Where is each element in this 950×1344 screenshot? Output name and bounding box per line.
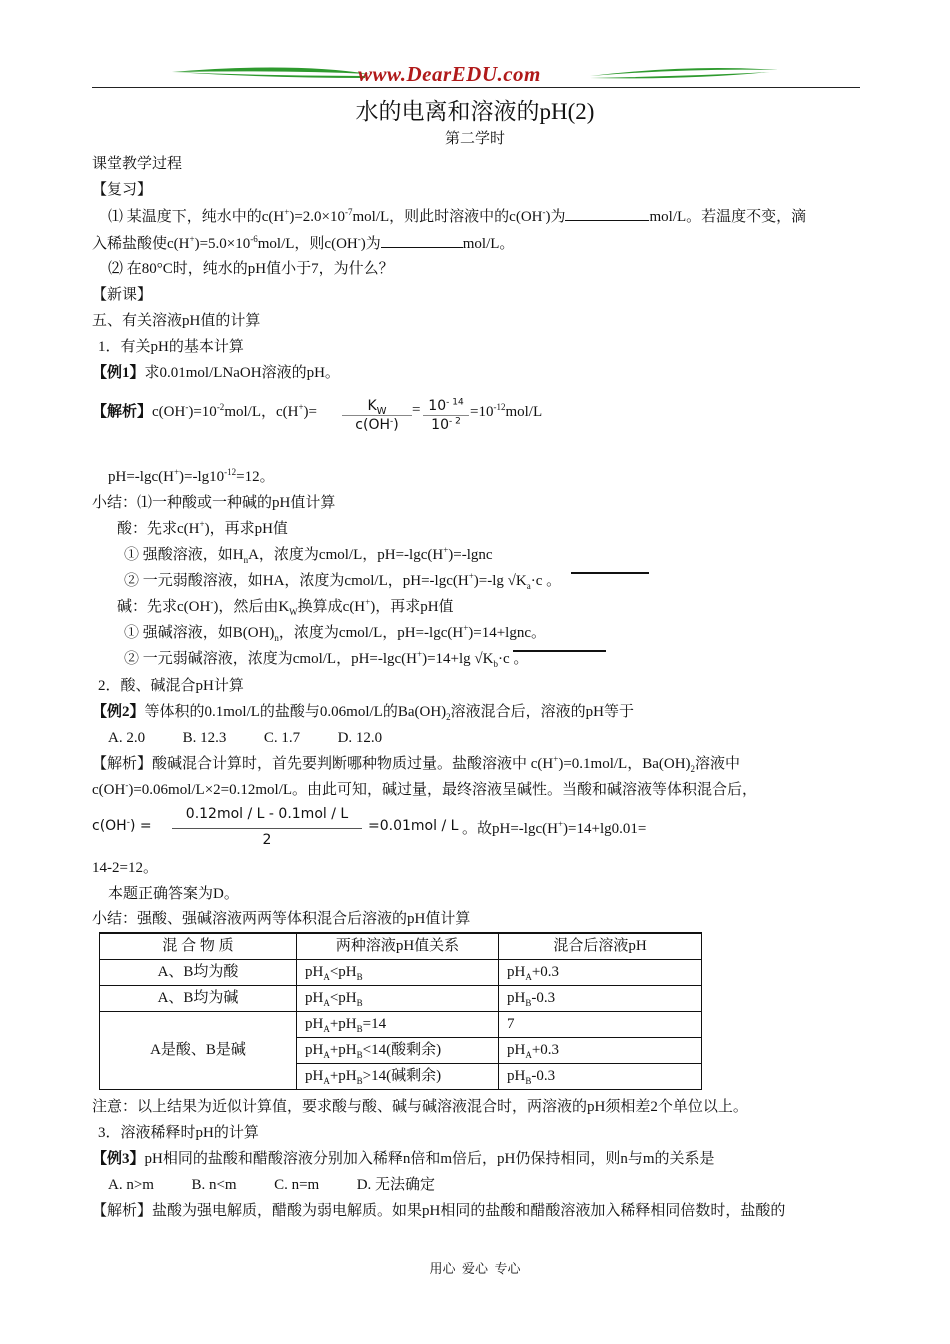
subsection-heading: 3．溶液稀释时pH的计算	[98, 1125, 259, 1141]
page-footer: 用心 爱心 专心	[429, 1261, 521, 1276]
kw-fraction: $K_W$ c(OH-)	[342, 398, 412, 433]
table-cell: A、B均为碱	[100, 986, 297, 1012]
table-header-row	[100, 933, 702, 960]
table-row	[100, 960, 702, 986]
answer-blank[interactable]	[381, 233, 463, 248]
table-row	[100, 986, 702, 1012]
example-3-options: A. n>m B. n<m C. n=m D. 无法确定	[108, 1177, 436, 1193]
header-rule	[92, 87, 860, 88]
page-title: 水的电离和溶液的pH(2)	[355, 99, 595, 124]
example-2-answer: 本题正确答案为D。	[108, 886, 239, 902]
example-3-analysis: 【解析】盐酸为强电解质，醋酸为弱电解质。如果pH相同的盐酸和醋酸溶液加入稀释相同倍数时，盐酸的	[92, 1203, 786, 1219]
table-cell: A、B均为酸	[100, 960, 297, 986]
table-cell: A是酸、B是碱	[100, 1012, 297, 1090]
example-2: 【例2】等体积的0.1mol/L的盐酸与0.06mol/L的$Ba(OH)_2$溶液混合后，溶液的pH等于	[92, 704, 635, 722]
table-cell: $pH_B-0.3$	[499, 1064, 702, 1090]
process-label: 课堂教学过程	[92, 156, 183, 172]
base-strong: ① 强碱溶液，如$B(OH)_n$，浓度为cmol/L，pH=-lgc(H+)=14+lgnc。	[124, 623, 547, 643]
site-logo	[170, 60, 780, 90]
summary-1: 小结：⑴一种酸或一种碱的pH值计算	[92, 495, 336, 511]
table-cell: $pH_A+pH_B=14$	[297, 1012, 499, 1038]
table-cell: $pH_A+0.3$	[499, 960, 702, 986]
example-3: 【例3】pH相同的盐酸和醋酸溶液分别加入稀释n倍和m倍后，pH仍保持相同，则n与m的关系是	[92, 1151, 715, 1167]
table-header: 混 合 物 质	[100, 933, 297, 960]
table-cell: $pH_A<pH_B$	[297, 960, 499, 986]
base-weak: ② 一元弱碱溶液，浓度为cmol/L，pH=-lgc(H+)=14+lg $√K_b\cdot c$ 。	[124, 649, 529, 669]
subsection-heading: 2．酸、碱混合pH计算	[98, 678, 244, 694]
table-cell: $pH_A<pH_B$	[297, 986, 499, 1012]
example-1: 【例1】求0.01mol/LNaOH溶液的pH。	[92, 365, 340, 381]
ph-mixing-table	[99, 932, 702, 1090]
sqrt-bar	[513, 650, 606, 652]
review-label: 【复习】	[92, 182, 153, 198]
table-cell: $pH_A+0.3$	[499, 1038, 702, 1064]
review-q1-line1: ⑴ 某温度下，纯水中的$c(H^+)=2.0\times 10^{-7}mol/L$，则此时溶液中的c(OH-)为 mol/L。若温度不变，滴	[108, 207, 807, 225]
new-lesson-label: 【新课】	[92, 287, 153, 303]
example-1-ph: $pH=-\lg c(H^+)=-\lg 10^{-12}=12$。	[108, 467, 275, 485]
review-q2: ⑵ 在80°C时，纯水的pH值小于7，为什么？	[108, 261, 394, 277]
page-subtitle: 第二学时	[444, 131, 505, 147]
acid-strong: ① 强酸溶液，如$H_nA$，浓度为cmol/L，pH=-lgc(H+)=-lgnc	[124, 545, 493, 565]
table-cell: $pH_B-0.3$	[499, 986, 702, 1012]
section-heading: 五、有关溶液pH值的计算	[92, 313, 261, 329]
example-2-analysis-line2: c(OH-)=0.06mol/L×2=0.12mol/L。由此可知，碱过量，最终溶液呈碱性。当酸和碱溶液等体积混合后，	[92, 780, 758, 798]
example-2-options: A. 2.0 B. 12.3 C. 1.7 D. 12.0	[108, 730, 383, 746]
power-fraction: $10^{- 14}$ $10^{- 2}$	[423, 398, 469, 433]
table-cell: $pH_A+pH_B<14$(酸剩余)	[297, 1038, 499, 1064]
summary-2: 小结：强酸、强碱溶液两两等体积混合后溶液的pH值计算	[92, 911, 471, 927]
base-title: 碱：先求c(OH-)，然后由$K_W$换算成c(H+)，再求pH值	[117, 597, 454, 617]
table-header: 两种溶液pH值关系	[297, 933, 499, 960]
example-2-conclusion: 14-2=12。	[92, 860, 158, 876]
acid-title: 酸：先求c(H+)，再求pH值	[117, 519, 288, 537]
answer-blank[interactable]	[565, 206, 649, 221]
example-2-analysis: 【解析】酸碱混合计算时，首先要判断哪种物质过量。盐酸溶液中 c(H+)=0.1mol/L，$Ba(OH)_2$溶液中	[92, 754, 741, 774]
example-1-result: $=10^{-12}mol/L$	[470, 402, 543, 420]
table-cell: 7	[499, 1012, 702, 1038]
example-1-analysis: 【解析】$c(OH^-)=10^{-2}mol/L$，c(H+)=	[92, 402, 318, 420]
subsection-heading: 1．有关pH的基本计算	[98, 339, 244, 355]
acid-weak: ② 一元弱酸溶液，如HA，浓度为cmol/L，pH=-lgc(H+)=-lg $√K_a\cdot c$ 。	[124, 571, 562, 591]
note: 注意：以上结果为近似计算值，要求酸与酸、碱与碱溶液混合时，两溶液的pH须相差2个单位以上。	[92, 1099, 748, 1115]
table-header: 混合后溶液pH	[499, 933, 702, 960]
logo-text: www.DearEDU.com	[358, 62, 541, 86]
example-2-formula: c(OH-) = 0.12mol / L - 0.1mol / L 2 =0.01mol / L 。故pH=-lgc(H+)=14+lg0.01=	[92, 806, 647, 848]
table-cell: $pH_A+pH_B>14$(碱剩余)	[297, 1064, 499, 1090]
sqrt-bar	[571, 572, 649, 574]
table-row	[100, 1012, 702, 1038]
review-q1-line2: 入稀盐酸使$c(H^+)=5.0\times 10^{-6}mol/L$，则c(OH-)为 mol/L。	[92, 234, 515, 252]
